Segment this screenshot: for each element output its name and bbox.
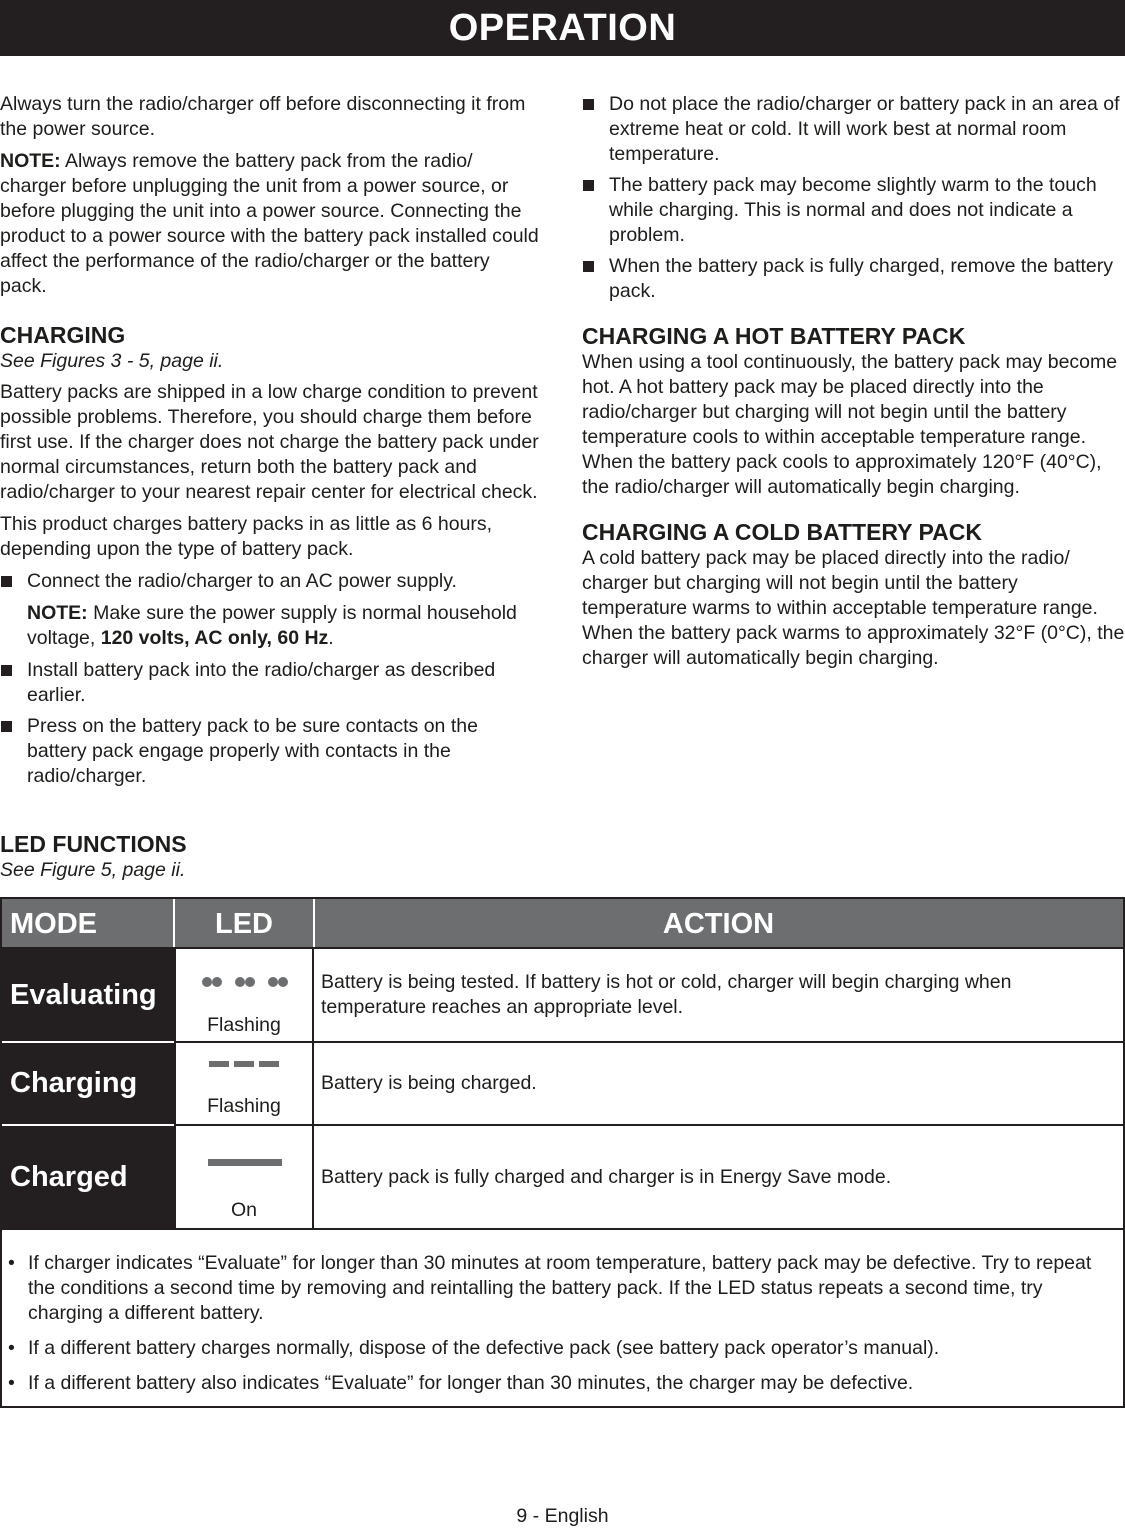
led-functions-heading: LED FUNCTIONS [0, 831, 187, 857]
hot-battery-heading: CHARGING A HOT BATTERY PACK [582, 323, 966, 349]
row-divider [2, 1228, 1123, 1230]
table-header [2, 899, 1123, 949]
table-row [2, 1043, 1123, 1124]
list-item [582, 254, 1125, 304]
table-row [2, 1126, 1123, 1228]
list-item-text: Connect the radio/charger to an AC power supply. [27, 570, 457, 592]
mode-cell: Charged [2, 1126, 174, 1228]
list-item-text: Install battery pack into the radio/charger as described earlier. [27, 659, 496, 706]
note-end: . [328, 627, 334, 649]
led-notes [0, 1231, 1121, 1406]
table-row [2, 949, 1123, 1041]
list-item-text: The battery pack may become slightly warm to the touch while charging. This is normal and does not indicate a problem. [609, 174, 1097, 246]
list-item [0, 569, 540, 594]
list-item [8, 1371, 1101, 1396]
list-item-text: When the battery pack is fully charged, remove the battery pack. [609, 255, 1114, 302]
cold-battery-paragraph: A cold battery pack may be placed directly into the radio/ charger but charging will not begin until the battery temperature warms to within acceptable temperature range. When the battery pack warms to approximately 32°F (0°C), the charger will automatically begin charging. [582, 547, 1125, 669]
list-item [582, 173, 1125, 248]
action-cell: Battery pack is fully charged and charger is in Energy Save mode. [321, 1165, 892, 1188]
page-footer: 9 - English [516, 1505, 609, 1527]
mode-cell: Charging [2, 1043, 174, 1124]
note-text: Always remove the battery pack from the radio/ charger before unplugging the unit from a power source, or before plugging the unit into a power source. Connecting the product to a power source with the battery pack installed could affect the performance of the radio/charger or the battery pack. [0, 150, 539, 297]
column-header-led: LED [215, 907, 273, 940]
hot-battery-paragraph: When using a tool continuously, the battery pack may become hot. A hot battery pack may be placed directly into the radio/charger but charging will not begin until the battery temperature cools to within acceptable temperature range. When the battery pack cools to approximately 120°F (40°C), the radio/charger will automatically begin charging. [582, 351, 1118, 498]
intro-paragraph: Always turn the radio/charger off before disconnecting it from the power source. [0, 93, 526, 140]
led-cell [174, 949, 314, 1041]
voltage-spec: 120 volts, AC only, 60 Hz [100, 627, 329, 649]
action-cell: Battery is being charged. [321, 1072, 537, 1094]
charging-paragraph-1: Battery packs are shipped in a low charge condition to prevent possible problems. Therefore, you should charge them before first use. If the charger does not charge the battery pack under normal circumstances, return both the battery pack and radio/charger to your nearest repair center for electrical check. [0, 381, 539, 503]
right-column [582, 92, 1125, 678]
led-cell [174, 1043, 314, 1124]
action-cell: Battery is being tested. If battery is hot or cold, charger will begin charging when temperature reaches an appropriate level. [321, 971, 1012, 1018]
list-item [582, 92, 1125, 167]
note-label: NOTE: [0, 150, 61, 172]
list-item [8, 1336, 1101, 1361]
list-item-text: Do not place the radio/charger or battery pack in an area of extreme heat or cold. It will work best at normal room temperature. [609, 93, 1120, 165]
solid-bar-icon [208, 1159, 282, 1166]
note-label: NOTE: [27, 602, 88, 624]
charging-heading: CHARGING [0, 322, 126, 348]
led-cell [174, 1126, 314, 1228]
mode-divider [2, 1041, 174, 1043]
note-paragraph [0, 149, 540, 299]
header-divider [313, 899, 315, 949]
led-functions-section [0, 830, 1125, 883]
led-state-label: Flashing [207, 1014, 281, 1036]
charging-paragraph-2: This product charges battery packs in as little as 6 hours, depending upon the type of battery pack. [0, 513, 493, 560]
page-title: OPERATION [448, 6, 677, 49]
cold-battery-heading: CHARGING A COLD BATTERY PACK [582, 519, 982, 545]
square-bullet-icon [583, 180, 594, 191]
left-column [0, 92, 540, 796]
list-item-text: Press on the battery pack to be sure contacts on the battery pack engage properly with contacts in the radio/charger. [27, 715, 478, 787]
led-state-label: Flashing [207, 1095, 281, 1117]
list-item-text: If charger indicates “Evaluate” for longer than 30 minutes at room temperature, battery pack may be defective. Try to repeat the conditions a second time by removing and reintalling the battery pack. If the LED status repeats a second time, try charging a different battery. [28, 1252, 1092, 1324]
bullet-icon: • [8, 1337, 15, 1359]
square-bullet-icon [1, 665, 12, 676]
charging-tips-list [582, 92, 1125, 304]
list-item [0, 658, 540, 708]
column-header-action: ACTION [662, 907, 775, 940]
square-bullet-icon [583, 99, 594, 110]
charging-figure-ref: See Figures 3 - 5, page ii. [0, 350, 224, 372]
column-header-mode: MODE [10, 907, 97, 940]
square-bullet-icon [1, 576, 12, 587]
led-state-label: On [230, 1199, 257, 1221]
list-item [0, 714, 540, 789]
page-header [0, 0, 1125, 56]
mode-divider [2, 1124, 174, 1126]
list-item-text: If a different battery also indicates “Evaluate” for longer than 30 minutes, the charger may be defective. [28, 1372, 914, 1394]
charging-steps-list [0, 569, 540, 594]
mode-cell: Evaluating [2, 949, 174, 1041]
square-bullet-icon [1, 721, 12, 732]
list-item [8, 1251, 1101, 1326]
charging-steps-list-2 [0, 658, 540, 789]
note-text: Make sure the power supply is normal household voltage, [27, 602, 517, 649]
header-divider [173, 899, 175, 949]
list-item-text: If a different battery charges normally, dispose of the defective pack (see battery pack operator’s manual). [28, 1337, 940, 1359]
square-bullet-icon [583, 261, 594, 272]
led-figure-ref: See Figure 5, page ii. [0, 859, 186, 881]
bullet-icon: • [8, 1252, 15, 1274]
voltage-note [0, 601, 540, 651]
bullet-icon: • [8, 1372, 15, 1394]
